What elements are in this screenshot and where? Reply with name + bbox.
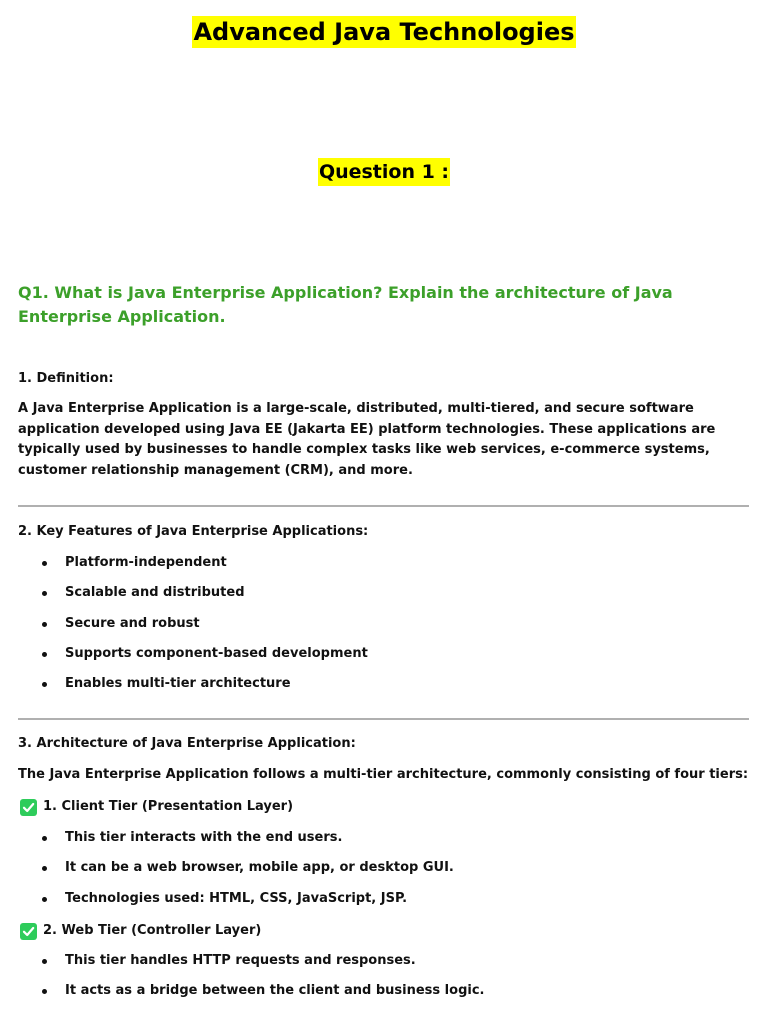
- list-item-text: Technologies used: HTML, CSS, JavaScript, JSP.: [65, 890, 408, 906]
- list-item: [0, 614, 768, 644]
- title-block: [0, 16, 768, 48]
- question-text: Q1. What is Java Enterprise Application? Explain the architecture of Java Enterprise Application.: [18, 283, 673, 326]
- check-mark-icon: [20, 799, 37, 816]
- list-item: [0, 674, 768, 704]
- bullet-icon: [42, 866, 47, 871]
- bullet-icon: [42, 622, 47, 627]
- architecture-heading: 3. Architecture of Java Enterprise Application:: [18, 736, 356, 751]
- bullet-icon: [42, 836, 47, 841]
- definition-heading: 1. Definition:: [18, 371, 114, 386]
- question-label-block: [0, 158, 768, 186]
- section-divider: [18, 718, 749, 720]
- tier-label: 1. Client Tier (Presentation Layer): [43, 799, 294, 814]
- list-item: [0, 553, 768, 583]
- client-tier-list: [0, 828, 768, 919]
- bullet-icon: [42, 652, 47, 657]
- web-tier-list: [0, 951, 768, 1012]
- list-item-text: Scalable and distributed: [65, 585, 245, 601]
- list-item: [0, 583, 768, 613]
- question-label: Question 1 :: [318, 158, 450, 186]
- architecture-intro: The Java Enterprise Application follows a multi-tier architecture, commonly consisting of four tiers:: [18, 767, 749, 782]
- list-item: [0, 889, 768, 919]
- check-mark-icon: [20, 923, 37, 940]
- document-title: Advanced Java Technologies: [193, 18, 575, 46]
- list-item-text: Enables multi-tier architecture: [65, 676, 291, 692]
- list-item-text: This tier interacts with the end users.: [65, 830, 343, 845]
- list-item-text: It acts as a bridge between the client and business logic.: [65, 983, 485, 999]
- definition-paragraph: A Java Enterprise Application is a large-scale, distributed, multi-tiered, and secure software application developed using Java EE (Jakarta EE) platform technologies. These applications are typically used by businesses to handle complex tasks like web services, e-commerce systems, customer relationship management (CRM), and more.: [18, 401, 716, 479]
- section-divider: [18, 505, 749, 507]
- features-list: [0, 553, 768, 704]
- list-item-text: Platform-independent: [65, 555, 227, 570]
- bullet-icon: [42, 897, 47, 902]
- list-item: [0, 828, 768, 858]
- list-item-text: This tier handles HTTP requests and responses.: [65, 953, 416, 968]
- list-item-text: Secure and robust: [65, 615, 200, 631]
- list-item: [0, 644, 768, 674]
- bullet-icon: [42, 989, 47, 994]
- list-item-text: Supports component-based development: [65, 645, 368, 661]
- bullet-icon: [42, 959, 47, 964]
- bullet-icon: [42, 561, 47, 566]
- list-item: [0, 981, 768, 1011]
- bullet-icon: [42, 682, 47, 687]
- bullet-icon: [42, 591, 47, 596]
- list-item: [0, 858, 768, 888]
- list-item: [0, 951, 768, 981]
- tier-label: 2. Web Tier (Controller Layer): [43, 923, 262, 938]
- features-heading: 2. Key Features of Java Enterprise Applications:: [18, 524, 369, 539]
- list-item-text: It can be a web browser, mobile app, or desktop GUI.: [65, 860, 454, 876]
